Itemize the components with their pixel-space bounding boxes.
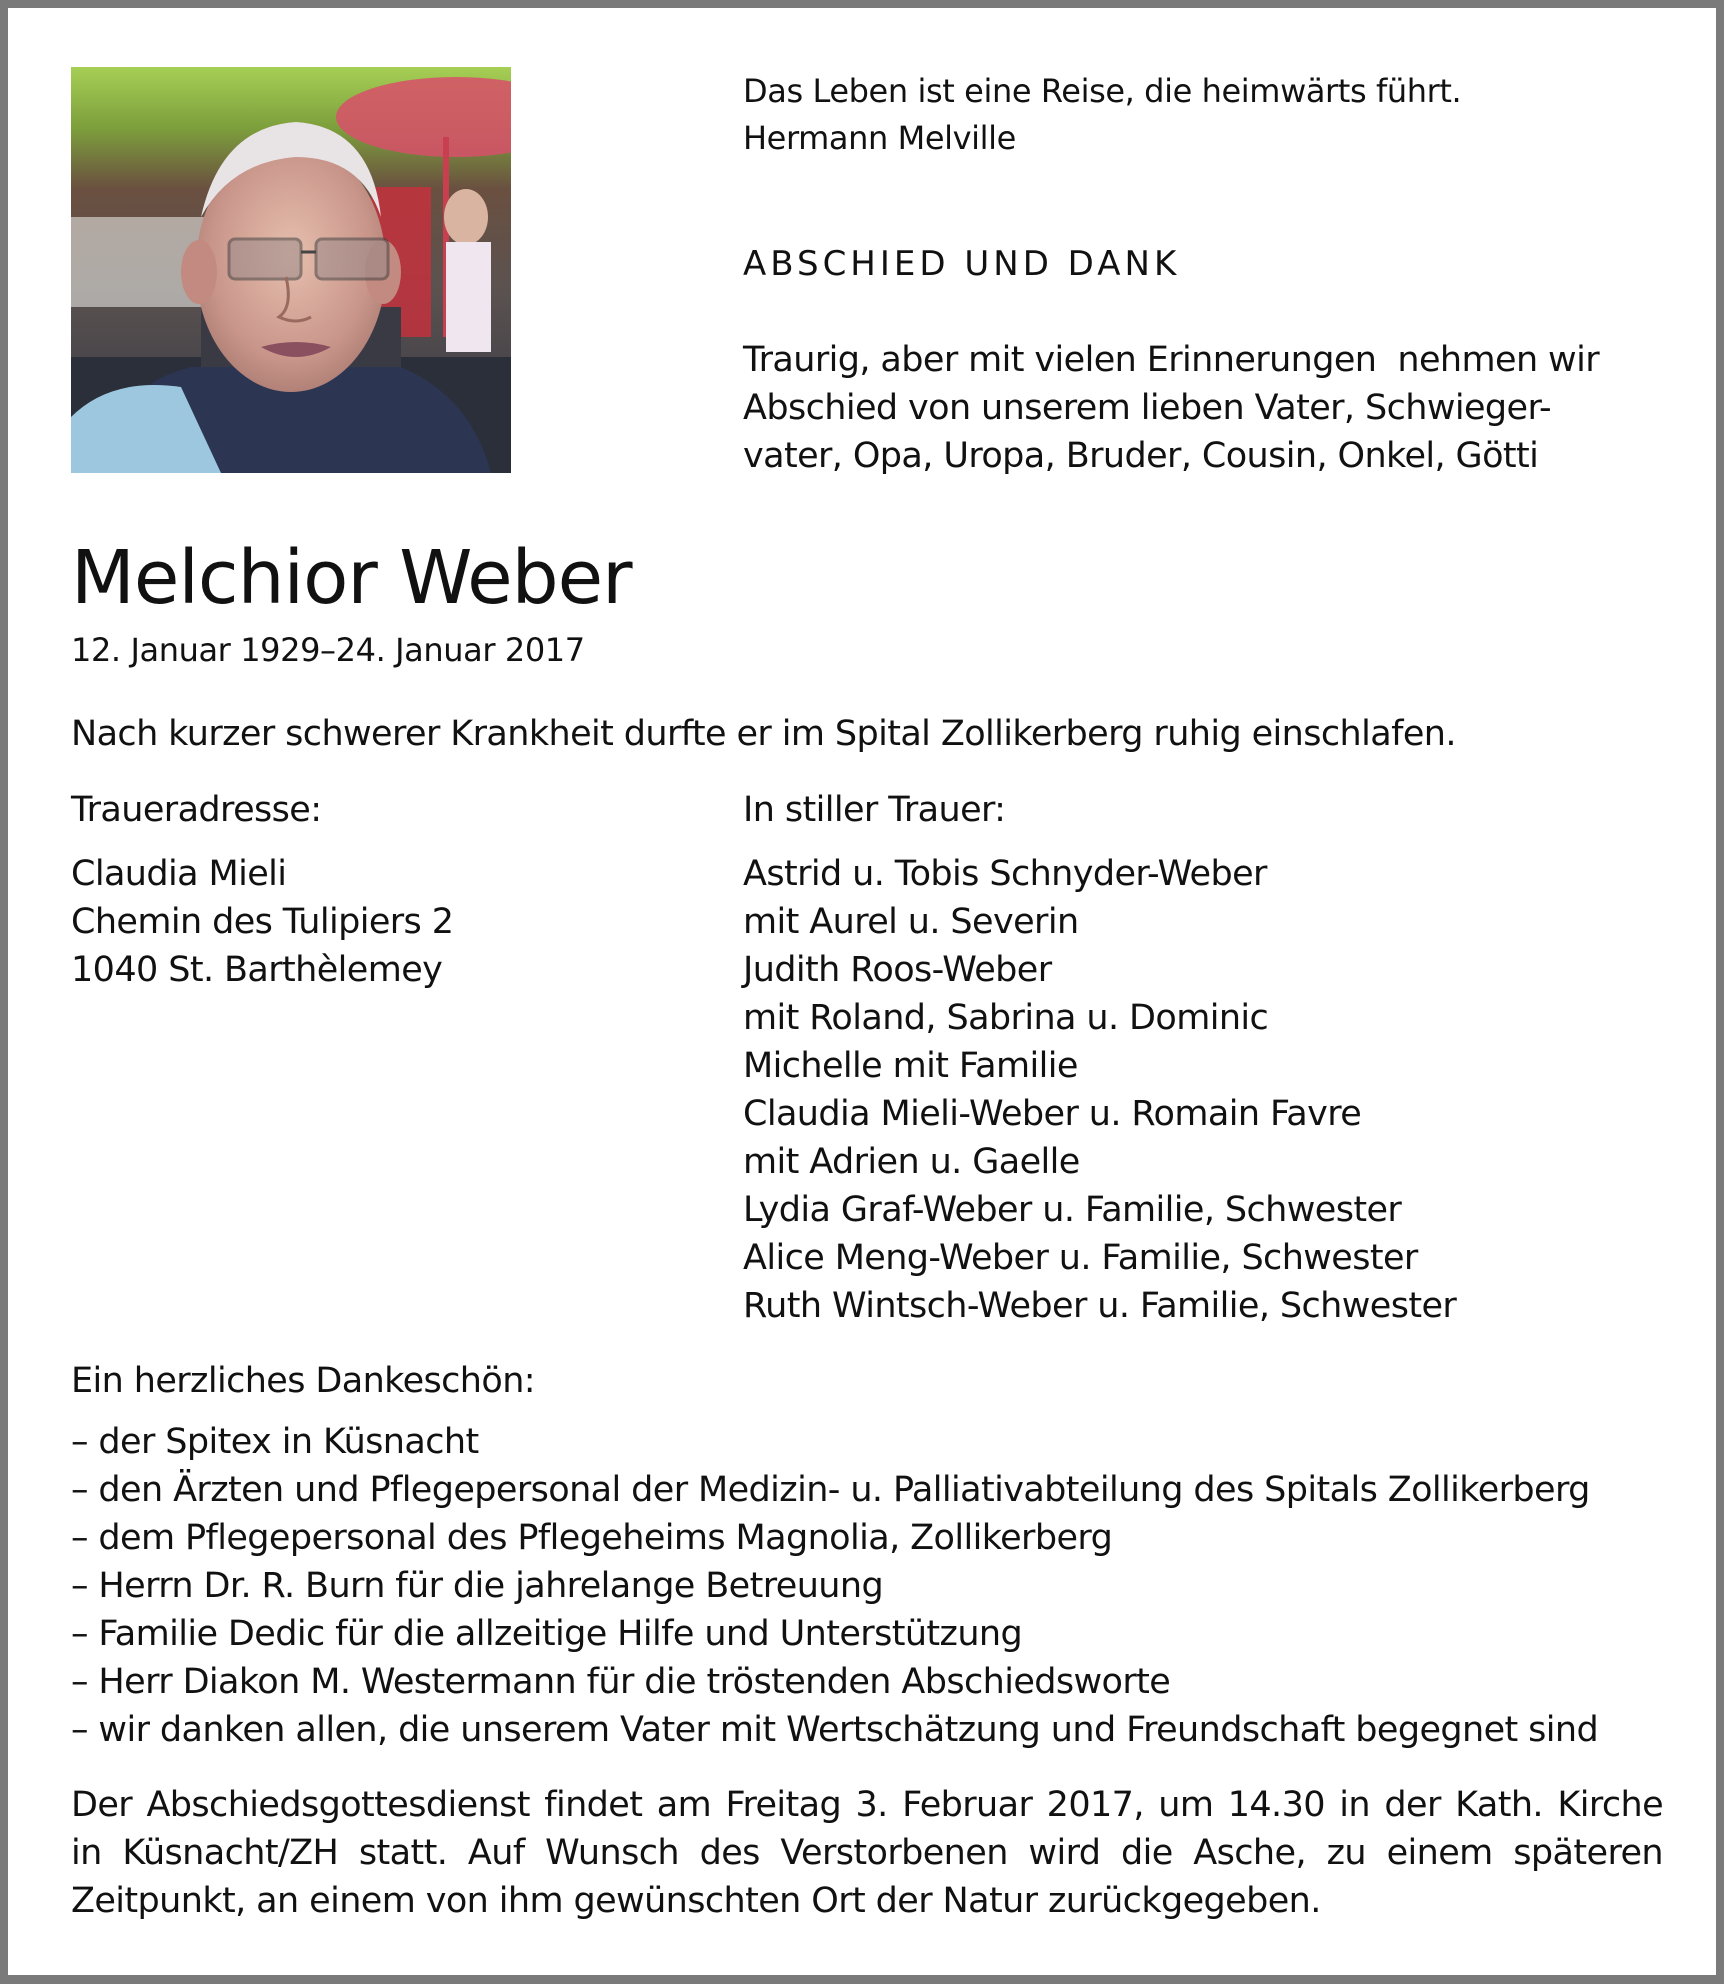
thanks-item: – Familie Dedic für die allzeitige Hilfe und Unterstützung — [71, 1614, 1023, 1654]
quote-author: Hermann Melville — [743, 119, 1016, 157]
quote-block — [743, 68, 1461, 162]
mourner-line: Ruth Wintsch-Weber u. Familie, Schwester — [743, 1286, 1457, 1326]
thanks-item: – den Ärzten und Pflegepersonal der Medizin- u. Palliativabteilung des Spitals Zollikerberg — [71, 1470, 1590, 1510]
mourner-line: Judith Roos-Weber — [743, 950, 1052, 990]
life-dates: 12. Januar 1929–24. Januar 2017 — [71, 631, 585, 669]
mourner-line: mit Aurel u. Severin — [743, 902, 1079, 942]
section-heading: ABSCHIED UND DANK — [743, 244, 1181, 284]
address-line: Chemin des Tulipiers 2 — [71, 902, 454, 942]
intro-paragraph — [743, 336, 1599, 480]
intro-line: Abschied von unserem lieben Vater, Schwieger- — [743, 388, 1552, 428]
mourner-line: Alice Meng-Weber u. Familie, Schwester — [743, 1238, 1418, 1278]
mourning-address — [71, 850, 453, 994]
mourner-line: mit Roland, Sabrina u. Dominic — [743, 998, 1269, 1038]
thanks-list — [71, 1418, 1598, 1754]
mourner-line: Astrid u. Tobis Schnyder-Weber — [743, 854, 1267, 894]
thanks-item: – der Spitex in Küsnacht — [71, 1422, 479, 1462]
mourners-label: In stiller Trauer: — [743, 790, 1006, 830]
quote-text: Das Leben ist eine Reise, die heimwärts führt. — [743, 72, 1462, 110]
service-line: Zeitpunkt, an einem von ihm gewünschten Ort der Natur zurückgegeben. — [71, 1881, 1321, 1921]
mourner-line: Michelle mit Familie — [743, 1046, 1078, 1086]
deceased-name: Melchior Weber — [71, 535, 632, 621]
address-label: Traueradresse: — [71, 790, 322, 830]
portrait-photo-illustration — [71, 67, 511, 473]
service-line: Der Abschiedsgottesdienst findet am Freitag 3. Februar 2017, um 14.30 in der Kath. Kirche — [71, 1785, 1663, 1825]
mourners-list — [743, 850, 1456, 1330]
intro-line: vater, Opa, Uropa, Bruder, Cousin, Onkel, Götti — [743, 436, 1539, 476]
intro-line: Traurig, aber mit vielen Erinnerungen nehmen wir — [743, 340, 1599, 380]
thanks-item: – dem Pflegepersonal des Pflegeheims Magnolia, Zollikerberg — [71, 1518, 1113, 1558]
thanks-item: – Herr Diakon M. Westermann für die tröstenden Abschiedsworte — [71, 1662, 1171, 1702]
portrait-photo — [71, 67, 511, 473]
obituary-page — [8, 8, 1716, 1975]
service-line: in Küsnacht/ZH statt. Auf Wunsch des Verstorbenen wird die Asche, zu einem späteren — [71, 1833, 1663, 1873]
service-paragraph — [71, 1781, 1663, 1925]
mourner-line: Lydia Graf-Weber u. Familie, Schwester — [743, 1190, 1402, 1230]
mourner-line: mit Adrien u. Gaelle — [743, 1142, 1080, 1182]
mourner-line: Claudia Mieli-Weber u. Romain Favre — [743, 1094, 1362, 1134]
address-line: 1040 St. Barthèlemey — [71, 950, 443, 990]
thanks-label: Ein herzliches Dankeschön: — [71, 1361, 535, 1401]
thanks-item: – Herrn Dr. R. Burn für die jahrelange Betreuung — [71, 1566, 884, 1606]
thanks-item: – wir danken allen, die unserem Vater mit Wertschätzung und Freundschaft begegnet sind — [71, 1710, 1599, 1750]
passing-sentence: Nach kurzer schwerer Krankheit durfte er im Spital Zollikerberg ruhig einschlafen. — [71, 714, 1456, 754]
address-line: Claudia Mieli — [71, 854, 287, 894]
